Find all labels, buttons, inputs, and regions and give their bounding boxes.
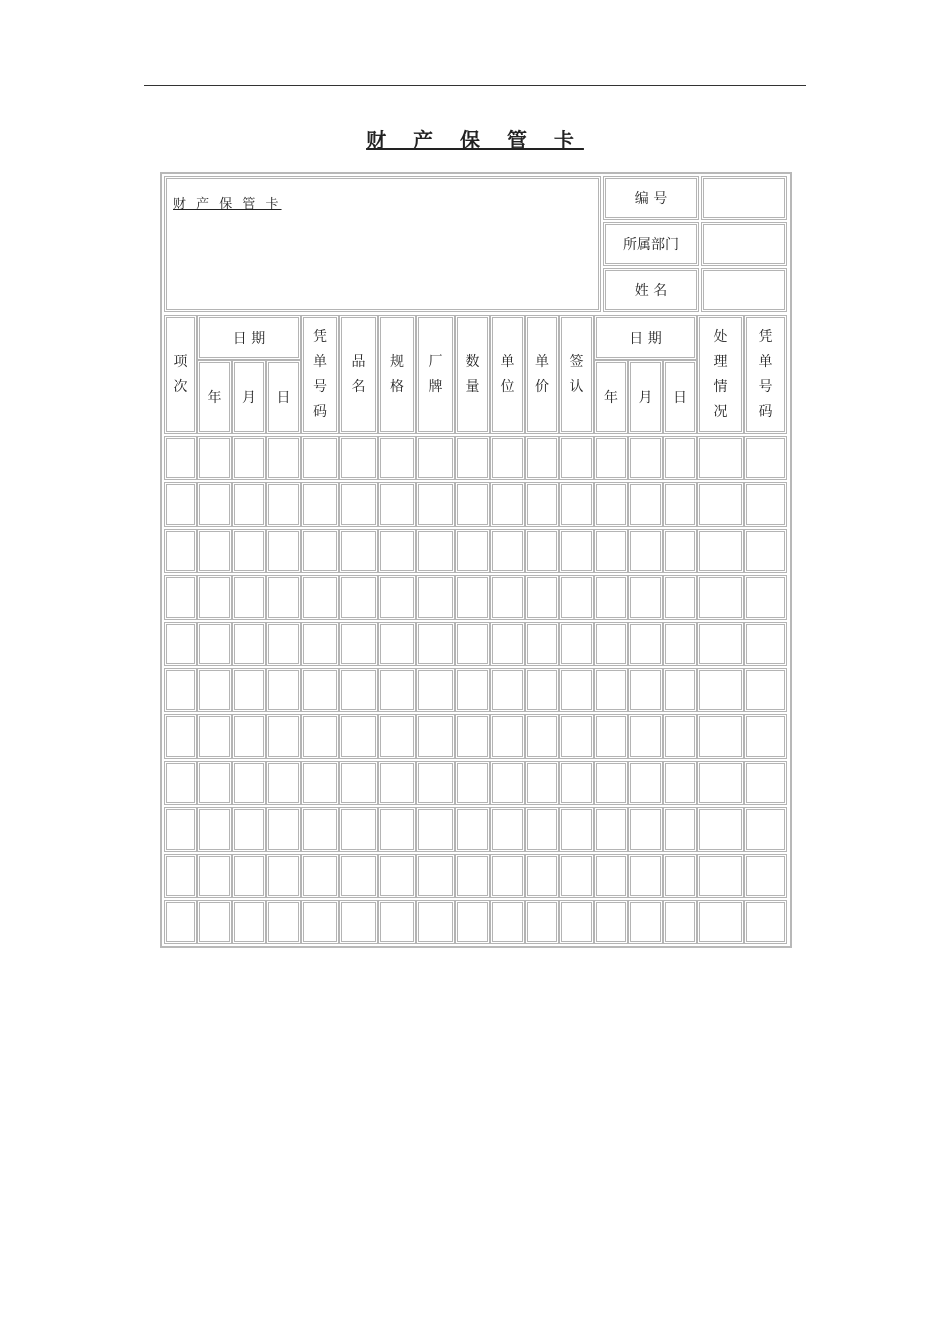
table-cell[interactable] bbox=[744, 900, 787, 944]
table-cell[interactable] bbox=[663, 575, 697, 619]
department-label: 所属部门 bbox=[603, 222, 699, 266]
table-cell[interactable] bbox=[339, 622, 378, 666]
table-cell[interactable] bbox=[197, 807, 232, 851]
table-cell[interactable] bbox=[559, 854, 594, 898]
column-voucher-number-2: 凭 单 号 码 bbox=[744, 315, 787, 434]
table-cell[interactable] bbox=[455, 622, 490, 666]
table-cell[interactable] bbox=[339, 854, 378, 898]
table-cell[interactable] bbox=[559, 761, 594, 805]
table-cell[interactable] bbox=[490, 854, 525, 898]
table-cell[interactable] bbox=[232, 854, 266, 898]
table-cell[interactable] bbox=[232, 900, 266, 944]
table-cell[interactable] bbox=[232, 575, 266, 619]
table-cell[interactable] bbox=[559, 575, 594, 619]
table-cell[interactable] bbox=[339, 668, 378, 712]
table-cell[interactable] bbox=[455, 714, 490, 758]
table-cell[interactable] bbox=[594, 854, 628, 898]
table-cell[interactable] bbox=[197, 854, 232, 898]
table-cell[interactable] bbox=[594, 529, 628, 573]
table-cell[interactable] bbox=[266, 622, 301, 666]
table-cell[interactable] bbox=[628, 436, 663, 480]
table-cell[interactable] bbox=[559, 622, 594, 666]
table-cell[interactable] bbox=[628, 668, 663, 712]
table-cell[interactable] bbox=[266, 436, 301, 480]
table-cell[interactable] bbox=[301, 482, 339, 526]
table-cell[interactable] bbox=[663, 761, 697, 805]
table-cell[interactable] bbox=[197, 668, 232, 712]
table-cell[interactable] bbox=[339, 714, 378, 758]
table-cell[interactable] bbox=[594, 807, 628, 851]
table-cell[interactable] bbox=[490, 668, 525, 712]
table-cell[interactable] bbox=[416, 529, 455, 573]
table-cell[interactable] bbox=[378, 761, 416, 805]
table-cell[interactable] bbox=[744, 575, 787, 619]
table-cell[interactable] bbox=[232, 714, 266, 758]
table-cell[interactable] bbox=[697, 807, 744, 851]
table-cell[interactable] bbox=[525, 575, 559, 619]
column-year-2: 年 bbox=[594, 360, 628, 434]
table-cell[interactable] bbox=[559, 668, 594, 712]
table-cell[interactable] bbox=[197, 575, 232, 619]
table-cell[interactable] bbox=[663, 854, 697, 898]
table-cell[interactable] bbox=[164, 714, 197, 758]
column-quantity: 数 量 bbox=[455, 315, 490, 434]
table-cell[interactable] bbox=[744, 807, 787, 851]
table-cell[interactable] bbox=[197, 482, 232, 526]
table-cell[interactable] bbox=[594, 436, 628, 480]
table-cell[interactable] bbox=[525, 714, 559, 758]
table-cell[interactable] bbox=[525, 529, 559, 573]
column-voucher-number: 凭 单 号 码 bbox=[301, 315, 339, 434]
table-cell[interactable] bbox=[697, 854, 744, 898]
table-cell[interactable] bbox=[663, 668, 697, 712]
table-cell[interactable] bbox=[378, 482, 416, 526]
table-cell[interactable] bbox=[663, 529, 697, 573]
table-cell[interactable] bbox=[378, 575, 416, 619]
table-cell[interactable] bbox=[744, 529, 787, 573]
table-cell[interactable] bbox=[455, 854, 490, 898]
name-label: 姓 名 bbox=[603, 268, 699, 312]
table-cell[interactable] bbox=[197, 761, 232, 805]
table-cell[interactable] bbox=[490, 575, 525, 619]
column-item-no: 项 次 bbox=[164, 315, 197, 434]
column-brand: 厂 牌 bbox=[416, 315, 455, 434]
table-cell[interactable] bbox=[490, 482, 525, 526]
table-cell[interactable] bbox=[697, 529, 744, 573]
table-cell[interactable] bbox=[378, 529, 416, 573]
table-cell[interactable] bbox=[378, 900, 416, 944]
table-cell[interactable] bbox=[490, 622, 525, 666]
table-cell[interactable] bbox=[594, 761, 628, 805]
table-cell[interactable] bbox=[197, 622, 232, 666]
table-cell[interactable] bbox=[301, 854, 339, 898]
table-cell[interactable] bbox=[416, 436, 455, 480]
table-cell[interactable] bbox=[164, 854, 197, 898]
table-cell[interactable] bbox=[301, 529, 339, 573]
table-cell[interactable] bbox=[455, 529, 490, 573]
table-cell[interactable] bbox=[339, 807, 378, 851]
table-cell[interactable] bbox=[232, 668, 266, 712]
column-month: 月 bbox=[232, 360, 266, 434]
name-input[interactable] bbox=[701, 268, 787, 312]
top-rule bbox=[144, 85, 806, 86]
table-cell[interactable] bbox=[490, 714, 525, 758]
column-unit-price: 单 价 bbox=[525, 315, 559, 434]
table-cell[interactable] bbox=[164, 529, 197, 573]
table-cell[interactable] bbox=[339, 529, 378, 573]
table-cell[interactable] bbox=[301, 761, 339, 805]
table-cell[interactable] bbox=[594, 714, 628, 758]
column-product-name: 品 名 bbox=[339, 315, 378, 434]
table-cell[interactable] bbox=[266, 761, 301, 805]
table-cell[interactable] bbox=[559, 714, 594, 758]
serial-number-label: 编 号 bbox=[603, 176, 699, 220]
table-cell[interactable] bbox=[744, 668, 787, 712]
table-cell[interactable] bbox=[559, 900, 594, 944]
table-cell[interactable] bbox=[378, 854, 416, 898]
table-cell[interactable] bbox=[164, 761, 197, 805]
table-cell[interactable] bbox=[378, 714, 416, 758]
table-cell[interactable] bbox=[164, 900, 197, 944]
table-cell[interactable] bbox=[164, 575, 197, 619]
table-cell[interactable] bbox=[378, 668, 416, 712]
column-handling: 处 理 情 况 bbox=[697, 315, 744, 434]
table-cell[interactable] bbox=[697, 436, 744, 480]
table-cell[interactable] bbox=[628, 575, 663, 619]
table-cell[interactable] bbox=[266, 807, 301, 851]
table-cell[interactable] bbox=[232, 807, 266, 851]
table-cell[interactable] bbox=[339, 575, 378, 619]
table-cell[interactable] bbox=[663, 714, 697, 758]
table-cell[interactable] bbox=[197, 714, 232, 758]
table-cell[interactable] bbox=[594, 900, 628, 944]
table-cell[interactable] bbox=[455, 575, 490, 619]
table-cell[interactable] bbox=[455, 761, 490, 805]
column-date-group-2: 日 期 bbox=[594, 315, 697, 360]
serial-number-input[interactable] bbox=[701, 176, 787, 220]
table-cell[interactable] bbox=[232, 482, 266, 526]
table-cell[interactable] bbox=[628, 714, 663, 758]
table-cell[interactable] bbox=[232, 761, 266, 805]
table-cell[interactable] bbox=[525, 668, 559, 712]
table-cell[interactable] bbox=[266, 854, 301, 898]
table-cell[interactable] bbox=[697, 668, 744, 712]
table-cell[interactable] bbox=[697, 575, 744, 619]
column-month-2: 月 bbox=[628, 360, 663, 434]
card-title-cell: 财 产 保 管 卡 bbox=[164, 176, 601, 312]
table-cell[interactable] bbox=[490, 436, 525, 480]
table-cell[interactable] bbox=[628, 482, 663, 526]
table-cell[interactable] bbox=[232, 622, 266, 666]
table-cell[interactable] bbox=[266, 714, 301, 758]
table-cell[interactable] bbox=[416, 714, 455, 758]
table-cell[interactable] bbox=[628, 622, 663, 666]
column-signature: 签 认 bbox=[559, 315, 594, 434]
table-cell[interactable] bbox=[339, 436, 378, 480]
table-cell[interactable] bbox=[266, 668, 301, 712]
table-cell[interactable] bbox=[378, 622, 416, 666]
table-cell[interactable] bbox=[164, 622, 197, 666]
table-cell[interactable] bbox=[301, 714, 339, 758]
table-cell[interactable] bbox=[232, 436, 266, 480]
table-cell[interactable] bbox=[416, 761, 455, 805]
table-cell[interactable] bbox=[266, 529, 301, 573]
table-cell[interactable] bbox=[301, 807, 339, 851]
table-cell[interactable] bbox=[744, 482, 787, 526]
table-cell[interactable] bbox=[490, 529, 525, 573]
table-cell[interactable] bbox=[559, 436, 594, 480]
table-cell[interactable] bbox=[525, 482, 559, 526]
table-cell[interactable] bbox=[197, 900, 232, 944]
table-cell[interactable] bbox=[197, 529, 232, 573]
column-day-2: 日 bbox=[663, 360, 697, 434]
table-cell[interactable] bbox=[416, 854, 455, 898]
table-cell[interactable] bbox=[339, 761, 378, 805]
table-cell[interactable] bbox=[164, 482, 197, 526]
table-cell[interactable] bbox=[301, 436, 339, 480]
table-cell[interactable] bbox=[663, 900, 697, 944]
table-cell[interactable] bbox=[525, 807, 559, 851]
table-cell[interactable] bbox=[339, 482, 378, 526]
table-cell[interactable] bbox=[232, 529, 266, 573]
table-cell[interactable] bbox=[744, 761, 787, 805]
table-cell[interactable] bbox=[416, 900, 455, 944]
table-cell[interactable] bbox=[594, 668, 628, 712]
table-cell[interactable] bbox=[455, 807, 490, 851]
table-cell[interactable] bbox=[455, 482, 490, 526]
table-cell[interactable] bbox=[663, 482, 697, 526]
column-day: 日 bbox=[266, 360, 301, 434]
column-spec: 规 格 bbox=[378, 315, 416, 434]
table-cell[interactable] bbox=[455, 668, 490, 712]
table-cell[interactable] bbox=[164, 668, 197, 712]
table-cell[interactable] bbox=[266, 482, 301, 526]
table-cell[interactable] bbox=[744, 436, 787, 480]
table-cell[interactable] bbox=[525, 622, 559, 666]
table-cell[interactable] bbox=[378, 436, 416, 480]
table-cell[interactable] bbox=[594, 622, 628, 666]
table-cell[interactable] bbox=[197, 436, 232, 480]
table-cell[interactable] bbox=[628, 529, 663, 573]
table-cell[interactable] bbox=[697, 482, 744, 526]
table-cell[interactable] bbox=[697, 761, 744, 805]
table-cell[interactable] bbox=[339, 900, 378, 944]
table-cell[interactable] bbox=[301, 668, 339, 712]
table-cell[interactable] bbox=[301, 622, 339, 666]
table-cell[interactable] bbox=[744, 714, 787, 758]
table-cell[interactable] bbox=[628, 807, 663, 851]
table-cell[interactable] bbox=[594, 482, 628, 526]
table-cell[interactable] bbox=[416, 575, 455, 619]
table-cell[interactable] bbox=[559, 529, 594, 573]
table-cell[interactable] bbox=[164, 436, 197, 480]
table-cell[interactable] bbox=[301, 575, 339, 619]
table-cell[interactable] bbox=[164, 807, 197, 851]
table-cell[interactable] bbox=[416, 622, 455, 666]
table-cell[interactable] bbox=[490, 807, 525, 851]
column-unit: 单 位 bbox=[490, 315, 525, 434]
table-cell[interactable] bbox=[416, 668, 455, 712]
table-cell[interactable] bbox=[559, 807, 594, 851]
table-cell[interactable] bbox=[744, 622, 787, 666]
table-cell[interactable] bbox=[744, 854, 787, 898]
table-cell[interactable] bbox=[697, 622, 744, 666]
column-date-group: 日 期 bbox=[197, 315, 301, 360]
table-cell[interactable] bbox=[663, 622, 697, 666]
table-cell[interactable] bbox=[628, 761, 663, 805]
table-cell[interactable] bbox=[455, 900, 490, 944]
table-cell[interactable] bbox=[266, 900, 301, 944]
document-title: 财 产 保 管 卡 bbox=[366, 128, 584, 152]
column-year: 年 bbox=[197, 360, 232, 434]
table-cell[interactable] bbox=[525, 436, 559, 480]
table-cell[interactable] bbox=[416, 482, 455, 526]
table-cell[interactable] bbox=[301, 900, 339, 944]
table-cell[interactable] bbox=[628, 854, 663, 898]
table-cell[interactable] bbox=[416, 807, 455, 851]
table-cell[interactable] bbox=[266, 575, 301, 619]
table-cell[interactable] bbox=[525, 900, 559, 944]
table-cell[interactable] bbox=[663, 436, 697, 480]
department-input[interactable] bbox=[701, 222, 787, 266]
table-cell[interactable] bbox=[525, 854, 559, 898]
table-cell[interactable] bbox=[490, 761, 525, 805]
table-cell[interactable] bbox=[663, 807, 697, 851]
table-cell[interactable] bbox=[594, 575, 628, 619]
table-cell[interactable] bbox=[628, 900, 663, 944]
table-cell[interactable] bbox=[490, 900, 525, 944]
table-cell[interactable] bbox=[697, 714, 744, 758]
table-cell[interactable] bbox=[697, 900, 744, 944]
table-cell[interactable] bbox=[455, 436, 490, 480]
table-cell[interactable] bbox=[525, 761, 559, 805]
table-cell[interactable] bbox=[559, 482, 594, 526]
table-cell[interactable] bbox=[378, 807, 416, 851]
